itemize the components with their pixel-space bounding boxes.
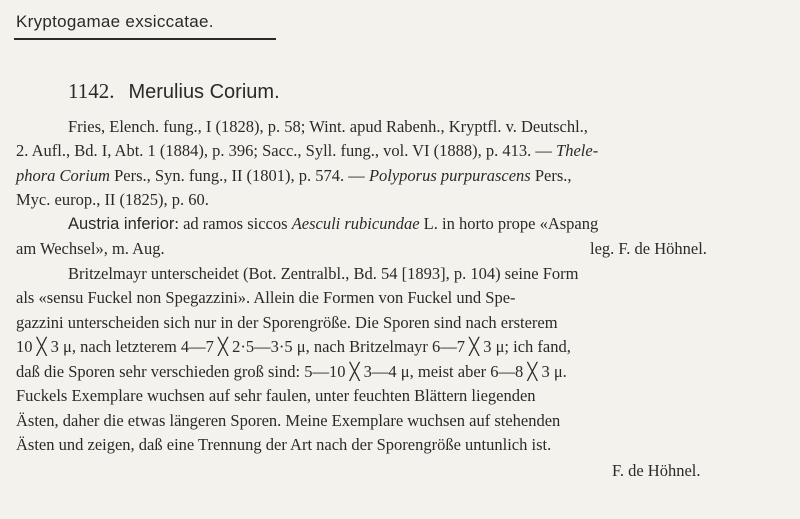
header-underline [14,38,276,40]
literature-line-1: Fries, Elench. fung., I (1828), p. 58; Wint. apud Rabenh., Kryptfl. v. Deutschl., [68,117,588,136]
note-line-1: Britzelmayr unterscheidet (Bot. Zentralbl., Bd. 54 [1893], p. 104) seine Form [68,264,579,283]
signature: F. de Höhnel. [612,461,701,480]
note-line-5: daß die Sporen sehr verschieden groß sind: 5—10 ╳ 3—4 μ, meist aber 6—8 ╳ 3 μ. [16,362,567,381]
collector: leg. F. de Höhnel. [590,239,707,258]
note-line-7: Ästen, daher die etwas längeren Sporen. Meine Exemplare wuchsen auf stehenden [16,411,561,430]
species-name: Merulius Corium. [128,81,280,103]
entry-title [68,79,280,104]
note-line-6: Fuckels Exemplare wuchsen auf sehr faulen, unter feuchten Blättern liegenden [16,386,536,405]
note-line-2: als «sensu Fuckel non Spegazzini». Allein die Formen von Fuckel und Spe- [16,288,516,307]
literature-line-4: Myc. europ., II (1825), p. 60. [16,190,209,209]
locality-line-1: Austria inferior: ad ramos siccos Aesculi rubicundae L. in horto prope «Aspang [68,214,599,233]
literature-line-2: 2. Aufl., Bd. I, Abt. 1 (1884), p. 396; Sacc., Syll. fung., vol. VI (1888), p. 413. — Thele- [16,141,599,160]
note-line-3: gazzini unterscheiden sich nur in der Sporengröße. Die Sporen sind nach ersterem [16,313,558,332]
literature-line-3: phora Corium Pers., Syn. fung., II (1801), p. 574. — Polyporus purpurascens Pers., [16,166,572,185]
note-line-8: Ästen und zeigen, daß eine Trennung der Art nach der Sporengröße untunlich ist. [16,435,552,454]
collection-header: Kryptogamae exsiccatae. [16,12,214,31]
entry-number: 1142. [68,79,115,103]
region: Austria inferior [68,215,175,233]
note-line-4: 10 ╳ 3 μ, nach letzterem 4—7 ╳ 2·5—3·5 μ, nach Britzelmayr 6—7 ╳ 3 μ; ich fand, [16,337,571,356]
locality-line-2: am Wechsel», m. Aug. [16,239,165,258]
